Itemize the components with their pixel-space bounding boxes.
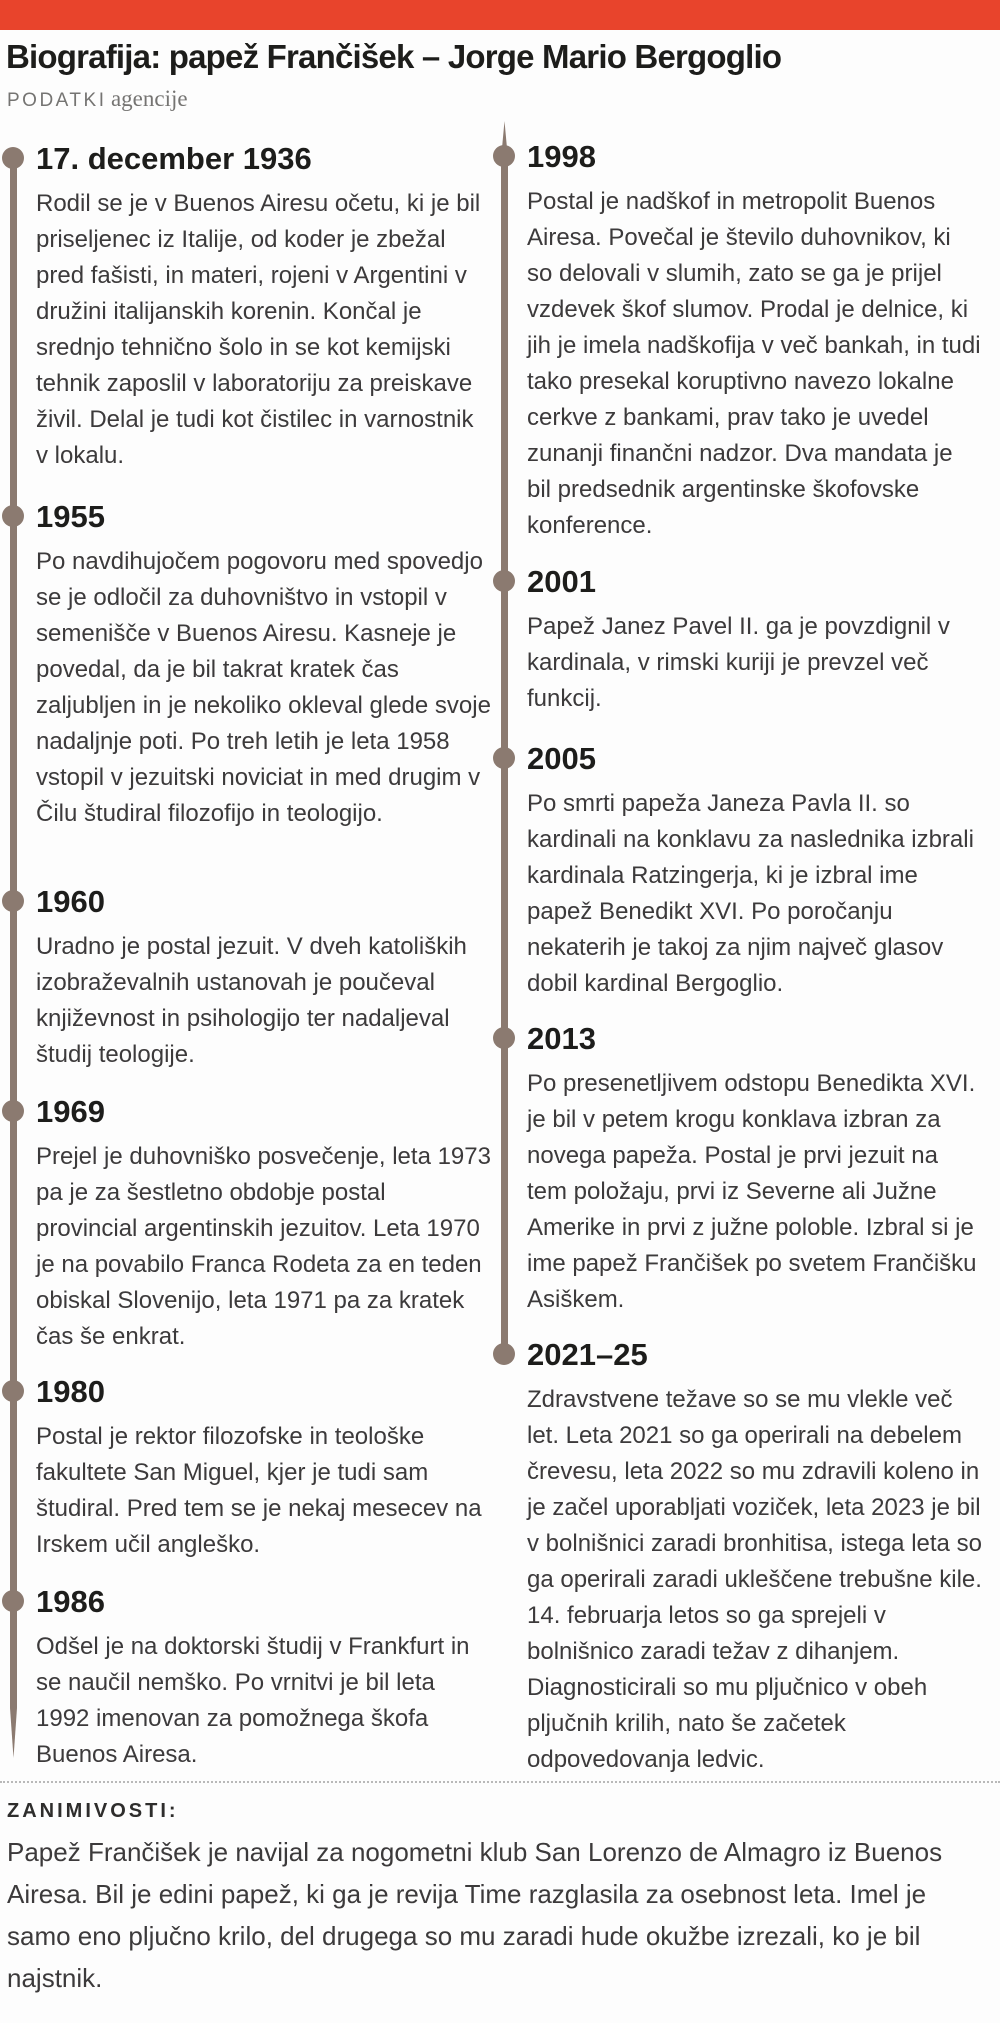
timeline-dot — [493, 570, 515, 592]
page-title: Biografija: papež Frančišek – Jorge Mario Bergoglio — [6, 38, 782, 75]
timeline-entry — [36, 498, 491, 832]
entry-text: Odšel je na doktorski študij v Frankfurt in se naučil nemško. Po vrnitvi je bil leta 1992 imenovan za pomožnega škofa Buenos Airesa. — [36, 1633, 470, 1768]
timeline-entry — [36, 1373, 491, 1563]
timeline-entry — [527, 138, 982, 544]
entry-text: Postal je nadškof in metropolit Buenos Airesa. Povečal je število duhovnikov, ki so delovali v slumih, zato se ga je prijel vzdevek škof slumov. Prodal je delnice, ki jih je imela nadškofija v več bankah, in tudi tako presekal koruptivno navezo lokalne cerkve z bankami, prav tako je uvedel zunanji finančni nadzor. Dva mandata je bil predsednik argentinske škofovske konference. — [527, 188, 981, 539]
entry-text: Prejel je duhovniško posvečenje, leta 1973 pa je za šestletno obdobje postal provincial argentinskih jezuitov. Leta 1970 je na povabilo Franca Rodeta za en teden obiskal Slovenijo, leta 1971 pa za kratek čas še enkrat. — [36, 1143, 491, 1350]
timeline-entry — [36, 140, 491, 474]
section-divider — [0, 1781, 1000, 1783]
timeline-column-right — [527, 0, 982, 1780]
entry-year: 1955 — [36, 499, 105, 534]
entry-year: 2021–25 — [527, 1337, 648, 1372]
entry-year: 1980 — [36, 1374, 105, 1409]
source-value: agencije — [110, 86, 188, 111]
entry-text: Po smrti papeža Janeza Pavla II. so kardinali na konklavu za naslednika izbrali kardinala Ratzingerja, ki je izbral ime papež Benedikt XVI. Po poročanju nekaterih je takoj za njim največ glasov dobil kardinal Bergoglio. — [527, 790, 974, 997]
entry-text: Zdravstvene težave so se mu vlekle več let. Leta 2021 so ga operirali na debelem črevesu, leta 2022 so mu zdravili koleno in je začel uporabljati voziček, leta 2023 je bil v bolnišnici zaradi bronhitisa, istega leta so ga operirali zaradi ukleščene trebušne kile. 14. februarja letos so ga sprejeli v bolnišnico zaradi težav z dihanjem. Diagnosticirali so mu pljučnico v obeh pljučnih krilih, nato še začetek odpovedovanja ledvic. — [527, 1386, 982, 1773]
entry-text: Postal je rektor filozofske in teološke fakultete San Miguel, kjer je tudi sam študiral. Pred tem se je nekaj mesecev na Irskem učil angleško. — [36, 1423, 482, 1558]
source-label: PODATKI — [7, 90, 107, 111]
facts-heading: ZANIMIVOSTI: — [7, 1800, 179, 1822]
entry-text: Uradno je postal jezuit. V dveh katoliških izobraževalnih ustanovah je poučeval književnost in psihologijo ter nadaljeval študij teologije. — [36, 933, 467, 1068]
timeline-line-left-taper — [10, 1708, 17, 1758]
timeline-dot — [2, 147, 24, 169]
timeline-dot — [493, 145, 515, 167]
timeline-entry — [527, 740, 982, 1002]
timeline-dot — [2, 1590, 24, 1612]
entry-year: 2001 — [527, 564, 596, 599]
entry-text: Papež Janez Pavel II. ga je povzdignil v kardinala, v rimski kuriji je prevzel več funkcij. — [527, 613, 950, 712]
entry-text: Rodil se je v Buenos Airesu očetu, ki je bil priseljenec iz Italije, od koder je zbežal pred fašisti, in materi, rojeni v Argentini v družini italijanskih korenin. Končal je srednjo tehnično šolo in se kot kemijski tehnik zaposlil v laboratoriju za preiskave živil. Delal je tudi kot čistilec in varnostnik v lokalu. — [36, 190, 481, 469]
timeline-dot — [493, 1343, 515, 1365]
entry-year: 2013 — [527, 1021, 596, 1056]
timeline-dot — [493, 1027, 515, 1049]
timeline-line-left — [10, 160, 17, 1708]
facts-section — [7, 1800, 993, 1999]
timeline-entry — [36, 1583, 491, 1773]
timeline-entry — [36, 883, 491, 1073]
entry-year: 1969 — [36, 1094, 105, 1129]
timeline-column-left — [36, 0, 491, 1780]
entry-year: 1986 — [36, 1584, 105, 1619]
entry-year: 1998 — [527, 139, 596, 174]
timeline-entry — [527, 563, 982, 717]
timeline-entry — [527, 1336, 982, 1778]
timeline-dot — [493, 747, 515, 769]
entry-text: Po presenetljivem odstopu Benedikta XVI. je bil v petem krogu konklava izbran za novega papeža. Postal je prvi jezuit na tem položaju, prvi iz Severne ali Južne Amerike in prvi z južne poloble. Izbral si je ime papež Frančišek po svetem Frančišku Asiškem. — [527, 1070, 977, 1313]
entry-year: 1960 — [36, 884, 105, 919]
timeline-dot — [2, 1100, 24, 1122]
entry-year: 17. december 1936 — [36, 141, 312, 176]
entry-year: 2005 — [527, 741, 596, 776]
timeline-entry — [36, 1093, 491, 1355]
timeline-dot — [2, 890, 24, 912]
timeline-dot — [2, 505, 24, 527]
timeline-entry — [527, 1020, 982, 1318]
facts-text: Papež Frančišek je navijal za nogometni klub San Lorenzo de Almagro iz Buenos Airesa. Bil je edini papež, ki ga je revija Time razglasila za osebnost leta. Imel je samo eno pljučno krilo, del drugega so mu zaradi hude okužbe izrezali, ko je bil najstnik. — [7, 1837, 943, 1993]
entry-text: Po navdihujočem pogovoru med spovedjo se je odločil za duhovništvo in vstopil v semenišče v Buenos Airesu. Kasneje je povedal, da je bil takrat kratek čas zaljubljen in je nekoliko okleval glede svoje nadaljnje poti. Po treh letih je leta 1958 vstopil v jezuitski noviciat in med drugim v Čilu študiral filozofijo in teologijo. — [36, 548, 491, 827]
timeline-dot — [2, 1380, 24, 1402]
